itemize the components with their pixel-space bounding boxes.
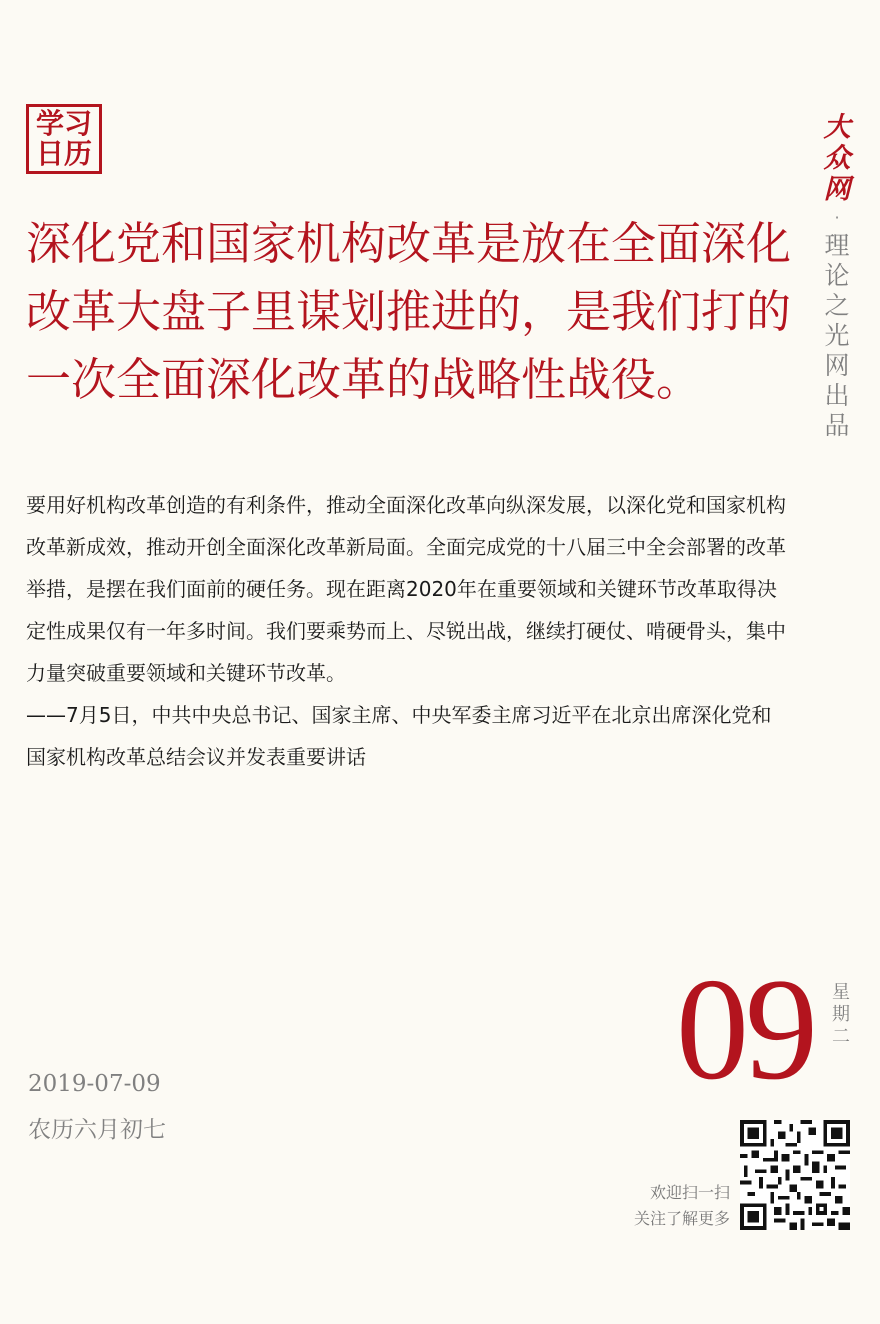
scan-line-2: 关注了解更多 — [633, 1209, 730, 1228]
qr-code-icon[interactable] — [740, 1120, 850, 1230]
study-calendar-badge — [26, 104, 102, 174]
source-attribution: ——7月5日，中共中央总书记、国家主席、中央军委主席习近平在北京出席深化党和国家机构改革总结会议并发表重要讲话 — [26, 703, 772, 769]
gregorian-date: 2019-07-09 — [28, 1071, 161, 1097]
scan-prompt — [600, 1180, 730, 1232]
logo-char-3: 网 — [823, 174, 851, 205]
site-logo-column — [818, 112, 856, 441]
badge-line-2: 日历 — [35, 137, 92, 170]
day-number: 09 — [676, 948, 814, 1110]
logo-char-1: 大 — [823, 112, 851, 143]
logo-separator: · — [834, 208, 840, 227]
body-paragraph: 要用好机构改革创造的有利条件，推动全面深化改革向纵深发展，以深化党和国家机构改革新成效，推动开创全面深化改革新局面。全面完成党的十八届三中全会部署的改革举措，是摆在我们面前的硬任务。现在距离2020年在重要领域和关键环节改革取得决定性成果仅有一年多时间。我们要乘势而上、尽锐出战，继续打硬仗、啃硬骨头，集中力量突破重要领域和关键环节改革。 — [26, 493, 786, 685]
weekday-label: 星期二 — [832, 982, 850, 1047]
lunar-date: 农历六月初七 — [28, 1117, 166, 1143]
body-text — [26, 484, 786, 778]
publisher-label: 理论之光网出品 — [824, 231, 850, 440]
headline-quote: 深化党和国家机构改革是放在全面深化改革大盘子里谋划推进的，是我们打的一次全面深化改革的战略性战役。 — [26, 217, 792, 406]
badge-line-1: 学习 — [35, 107, 92, 140]
scan-line-1: 欢迎扫一扫 — [649, 1183, 730, 1202]
logo-char-2: 众 — [823, 143, 851, 174]
